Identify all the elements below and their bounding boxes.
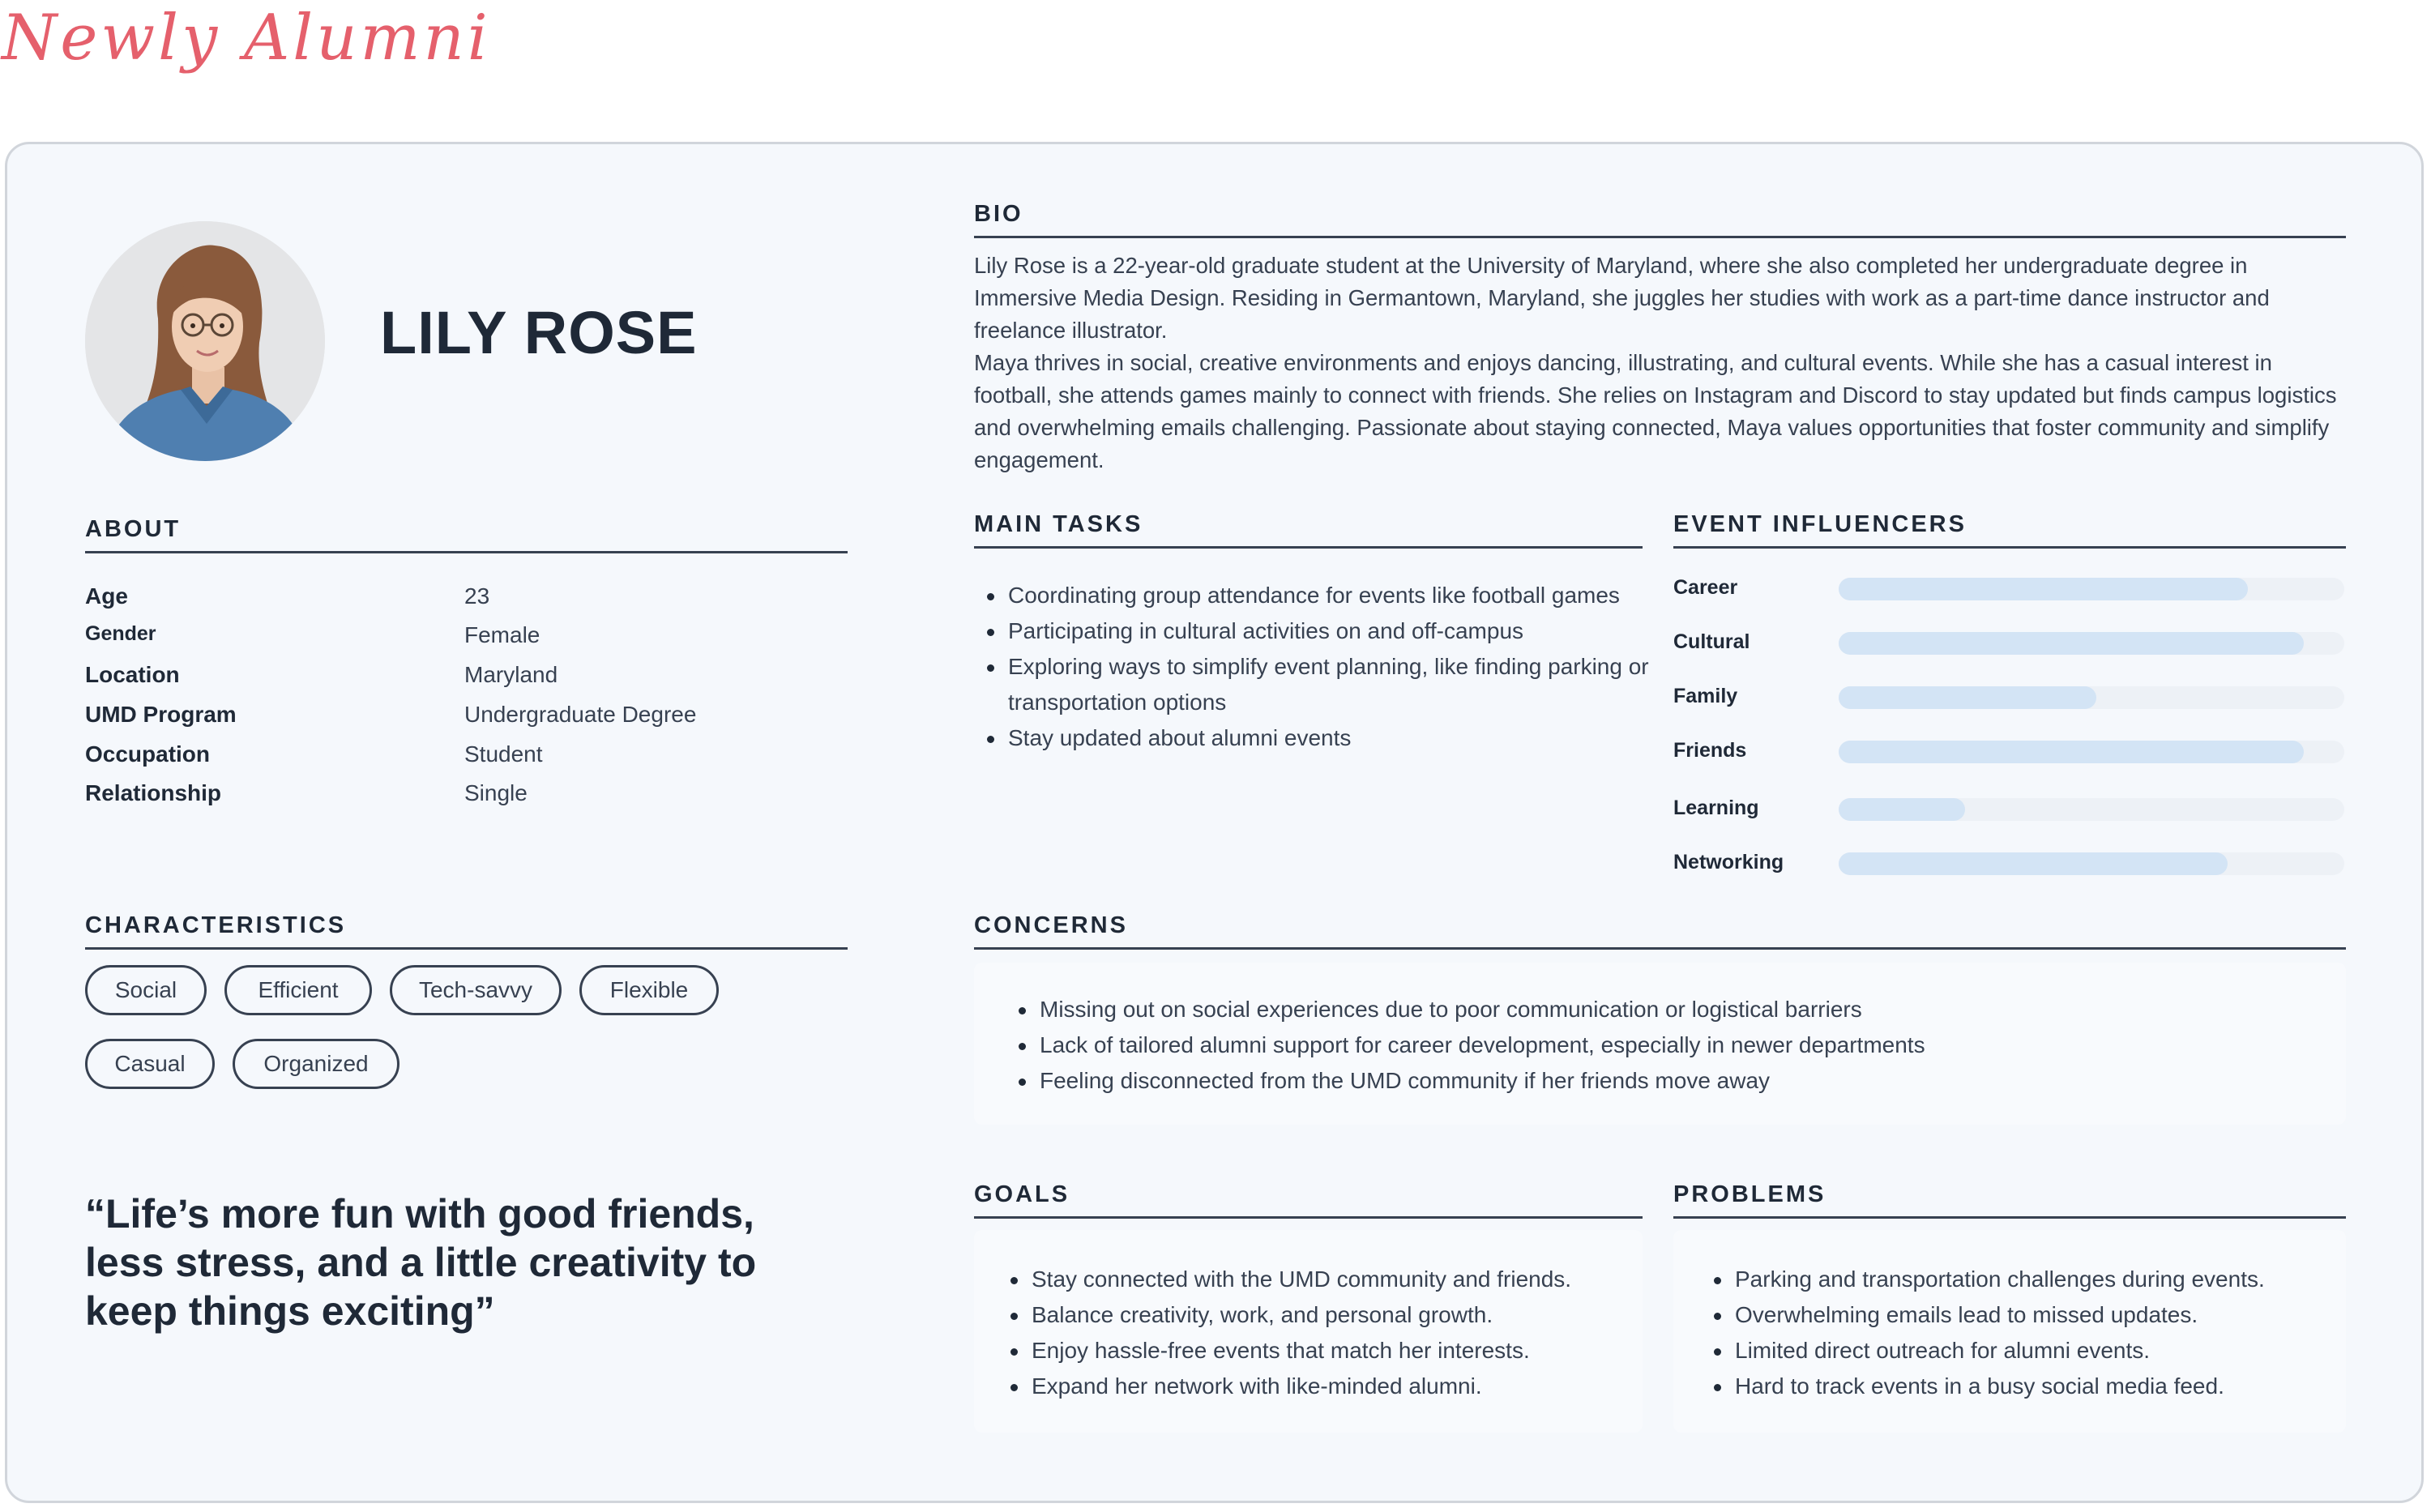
influencer-label-family: Family [1673,685,1738,707]
persona-card [5,142,2424,1503]
persona-name: LILY ROSE [380,299,698,366]
about-value: Student [464,741,543,767]
list-item: Balance creativity, work, and personal growth. [1032,1297,1672,1333]
list-item: Stay connected with the UMD community and friends. [1032,1262,1672,1297]
problems-list [1701,1262,2375,1404]
influencer-bar-family [1839,686,2344,709]
about-label: Occupation [85,741,211,767]
concerns-list [1006,992,2369,1099]
influencer-fill [1839,852,2228,875]
list-item: Hard to track events in a busy social media feed. [1735,1369,2375,1404]
about-row-relationship [85,780,814,819]
about-value: Female [464,622,540,647]
influencer-label-learning: Learning [1673,797,1759,819]
influencer-label-career: Career [1673,576,1738,599]
event-influencers-heading: EVENT INFLUENCERS [1673,511,2346,549]
influencer-label-friends: Friends [1673,739,1747,762]
about-row-age [85,583,814,622]
list-item: Limited direct outreach for alumni events. [1735,1333,2375,1369]
characteristics-heading: CHARACTERISTICS [85,912,848,950]
list-item: Coordinating group attendance for events like football games [1008,578,1673,613]
list-item: Enjoy hassle-free events that match her interests. [1032,1333,1672,1369]
bio-heading: BIO [974,201,2346,238]
tag-flexible: Flexible [579,965,719,1015]
list-item: Overwhelming emails lead to missed updates. [1735,1297,2375,1333]
about-row-location [85,662,814,701]
about-value: Maryland [464,662,558,687]
about-row-gender [85,622,814,661]
tag-tech-savvy: Tech-savvy [390,965,562,1015]
about-label: Age [85,583,128,609]
about-row-program [85,702,814,741]
page-title: Newly Alumni [2,2,491,75]
influencer-label-cultural: Cultural [1673,630,1750,653]
list-item: Missing out on social experiences due to poor communication or logistical barriers [1040,992,2369,1027]
about-label: Relationship [85,780,222,805]
portrait-photo-icon [85,221,325,461]
bio-text [974,250,2352,476]
influencer-bar-friends [1839,741,2344,763]
list-item: Expand her network with like-minded alumni. [1032,1369,1672,1404]
influencer-bar-networking [1839,852,2344,875]
bio-paragraph: Lily Rose is a 22-year-old graduate student at the University of Maryland, where she also completed her undergraduate degree in Immersive Media Design. Residing in Germantown, Maryland, she juggles her studies with work as a part-time dance instructor and freelance illustrator. [974,253,2270,343]
tag-efficient: Efficient [224,965,372,1015]
about-value: Undergraduate Degree [464,702,697,727]
influencer-bar-career [1839,578,2344,600]
list-item: Lack of tailored alumni support for career development, especially in newer departments [1040,1027,2369,1063]
list-item: Exploring ways to simplify event planning, like finding parking or transportation options [1008,649,1673,720]
main-tasks-list [974,578,1673,756]
bio-paragraph: Maya thrives in social, creative environments and enjoys dancing, illustrating, and cultural events. While she has a casual interest in football, she attends games mainly to connect with friends. She relies on Instagram and Discord to stay updated but finds campus logistics and overwhelming emails challenging. Passionate about staying connected, Maya values opportunities that foster community and simplify engagement. [974,350,2337,472]
influencer-fill [1839,686,2096,709]
influencer-fill [1839,741,2304,763]
tag-social: Social [85,965,207,1015]
influencer-bar-learning [1839,798,2344,821]
concerns-heading: CONCERNS [974,912,2346,950]
influencer-label-networking: Networking [1673,851,1784,873]
about-row-occupation [85,741,814,780]
avatar [85,221,325,461]
about-label: Location [85,662,180,687]
tag-organized: Organized [233,1039,399,1089]
list-item: Stay updated about alumni events [1008,720,1673,756]
list-item: Parking and transportation challenges during events. [1735,1262,2375,1297]
persona-quote: “Life’s more fun with good friends, less stress, and a little creativity to keep things exciting” [85,1191,757,1334]
influencer-fill [1839,578,2248,600]
influencer-bar-cultural [1839,632,2344,655]
main-tasks-heading: MAIN TASKS [974,511,1643,549]
tag-casual: Casual [85,1039,215,1089]
goals-heading: GOALS [974,1181,1643,1219]
influencer-fill [1839,798,1965,821]
list-item: Participating in cultural activities on and off-campus [1008,613,1673,649]
about-value: Single [464,780,528,805]
list-item: Feeling disconnected from the UMD community if her friends move away [1040,1063,2369,1099]
problems-heading: PROBLEMS [1673,1181,2346,1219]
about-label: Gender [85,622,156,645]
about-heading: ABOUT [85,516,848,553]
influencer-fill [1839,632,2304,655]
goals-list [998,1262,1672,1404]
about-value: 23 [464,583,490,609]
about-label: UMD Program [85,702,237,727]
